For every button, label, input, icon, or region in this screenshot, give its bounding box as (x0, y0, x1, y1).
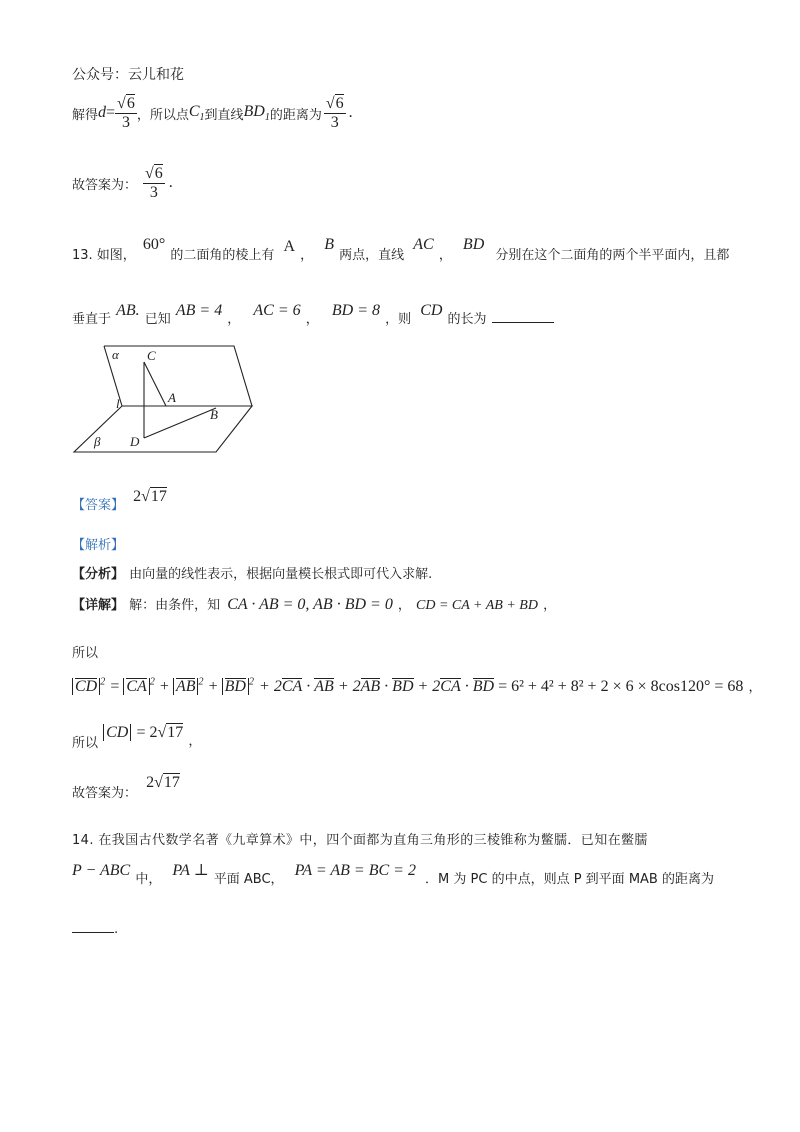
main-equation: CD $^2$ = CA $^2$ + AB $^2$ + BD $^2$ + 2CA · AB + 2AB · BD + 2CA · BD = 6² + 4² + 8² + 2 × 6 × 8cos120° = 68 ， (72, 676, 761, 696)
q13-sep4: ， (305, 312, 319, 327)
label-alpha: α (112, 347, 119, 362)
q13-sep3: ， (227, 312, 241, 327)
fenxi-row (72, 563, 432, 582)
q13-cd: CD (420, 302, 443, 319)
q14-end: . (114, 922, 119, 937)
suoyi-1: 所以 (72, 646, 99, 661)
var-d: d (98, 104, 107, 121)
q13-text4: 垂直于 (72, 312, 112, 327)
answer-value: 2√17 (133, 488, 167, 505)
question-13-line2 (72, 300, 554, 327)
q14-pyramid: P − ABC (72, 862, 131, 879)
segment-db (144, 408, 216, 438)
q13-ab-dot: AB. (116, 302, 140, 319)
q13-ab4: AB = 4 (175, 302, 223, 319)
point-c1: $C_1$ (188, 102, 205, 124)
answer-line-13 (72, 772, 180, 801)
label-c: C (147, 348, 156, 363)
text-daozhixian: 到直线 (204, 107, 244, 123)
answer-row-13 (72, 486, 167, 513)
q13-point-b: B (324, 236, 335, 253)
sep: ， (543, 598, 557, 613)
equation-rhs: = 6² + 4² + 8² + 2 × 6 × 8cos120° = 68 (498, 678, 744, 695)
q13-text2: 两点，直线 (339, 248, 405, 263)
period: . (168, 174, 173, 191)
plane-beta (74, 406, 252, 452)
sep: ， (188, 734, 202, 749)
question-14-line2 (72, 860, 714, 887)
sep: ， (397, 598, 411, 613)
q13-sep1: ， (300, 248, 314, 263)
q13-bd8: BD = 8 (331, 302, 380, 319)
q13-text5: 已知 (144, 312, 171, 327)
header-label: 公众号：云儿和花 (72, 67, 184, 83)
q13-answer-blank (492, 322, 554, 323)
answer-line-12 (72, 162, 173, 204)
dihedral-angle-figure (70, 342, 260, 458)
text-suoyi: ，所以点 (136, 107, 189, 123)
q14-rest: ．M 为 PC 的中点，则点 P 到平面 MAB 的距离为 (425, 872, 714, 887)
line-bd1: $BD_1$ (243, 102, 270, 124)
result-value: = 2√17 (136, 724, 184, 741)
plane-alpha (104, 346, 252, 406)
analysis-tag: 【解析】 (72, 538, 125, 553)
q13-ac: AC (413, 236, 434, 253)
q13-text1: 的二面角的棱上有 (170, 248, 275, 263)
q13-angle: 60° (142, 236, 166, 253)
fenxi-text: 由向量的线性表示，根据向量模长根式即可代入求解. (129, 567, 433, 582)
abs-ab-squared: AB $^2$ (173, 678, 204, 695)
q13-number: 13. 如图， (72, 248, 136, 263)
fenxi-tag: 【分析】 (72, 567, 125, 582)
q14-equalities: PA = AB = BC = 2 (294, 862, 416, 879)
abs-cd: CD (103, 724, 131, 741)
q13-ac6: AC = 6 (253, 302, 301, 319)
q14-pa-perp: PA ⊥ (172, 862, 209, 879)
label-d: D (130, 434, 140, 449)
abs-bd-squared: BD $^2$ (222, 678, 254, 695)
segment-ca (144, 362, 166, 406)
xiangjie-row (72, 594, 556, 614)
q14-answer-blank (72, 932, 114, 933)
q14-plane: 平面 ABC， (213, 872, 284, 887)
equals: = (106, 104, 116, 121)
text-jiede: 解得 (72, 107, 99, 123)
fraction-answer-12: $\frac{√6}{3}$ (145, 164, 163, 201)
cross-terms: + 2CA · AB + 2AB · BD + 2CA · BD (259, 678, 495, 695)
q13-text3: 分别在这个二面角的两个半平面内，且都 (495, 248, 730, 263)
q13-text6: ，则 (385, 312, 412, 327)
question-14-line3 (72, 918, 118, 937)
q13-bd: BD (462, 236, 485, 253)
question-13-line1 (72, 234, 730, 263)
result-row (72, 722, 202, 751)
answer-label-13: 故答案为： (72, 786, 138, 801)
period: . (348, 104, 353, 121)
q14-zhong: 中， (135, 872, 162, 887)
abs-ca-squared: CA $^2$ (123, 678, 154, 695)
xiangjie-tag: 【详解】 (72, 598, 125, 613)
question-14-line1: 14. 在我国古代数学名著《九章算术》中，四个面都为直角三角形的三棱锥称为鳖臑．已知在鳖臑 (72, 833, 648, 848)
solution-line-12 (72, 92, 353, 134)
suoyi-2: 所以 (72, 736, 99, 751)
condition-vector-sum: CD = CA + AB + BD (416, 598, 538, 613)
fraction-sqrt6-over-3-b: $\frac{√6}{3}$ (325, 94, 344, 131)
abs-cd-squared: CD $^2$ (72, 678, 105, 695)
q13-point-a: A (283, 238, 296, 255)
answer-tag: 【答案】 (72, 498, 125, 513)
label-l: l (116, 396, 120, 411)
sep: ， (748, 680, 762, 695)
answer-label: 故答案为： (72, 177, 138, 193)
text-julewei: 的距离为 (269, 107, 322, 123)
xiangjie-text: 解：由条件，知 (129, 598, 221, 613)
fraction-sqrt6-over-3: $\frac{√6}{3}$ (117, 94, 135, 131)
q13-sep2: ， (438, 248, 452, 263)
condition-dot-products: CA · AB = 0, AB · BD = 0 (227, 596, 393, 613)
label-beta: β (94, 434, 101, 449)
label-a: A (168, 390, 176, 405)
q13-text7: 的长为 (447, 312, 487, 327)
answer-value-13: 2√17 (146, 774, 180, 791)
label-b: B (210, 407, 218, 422)
